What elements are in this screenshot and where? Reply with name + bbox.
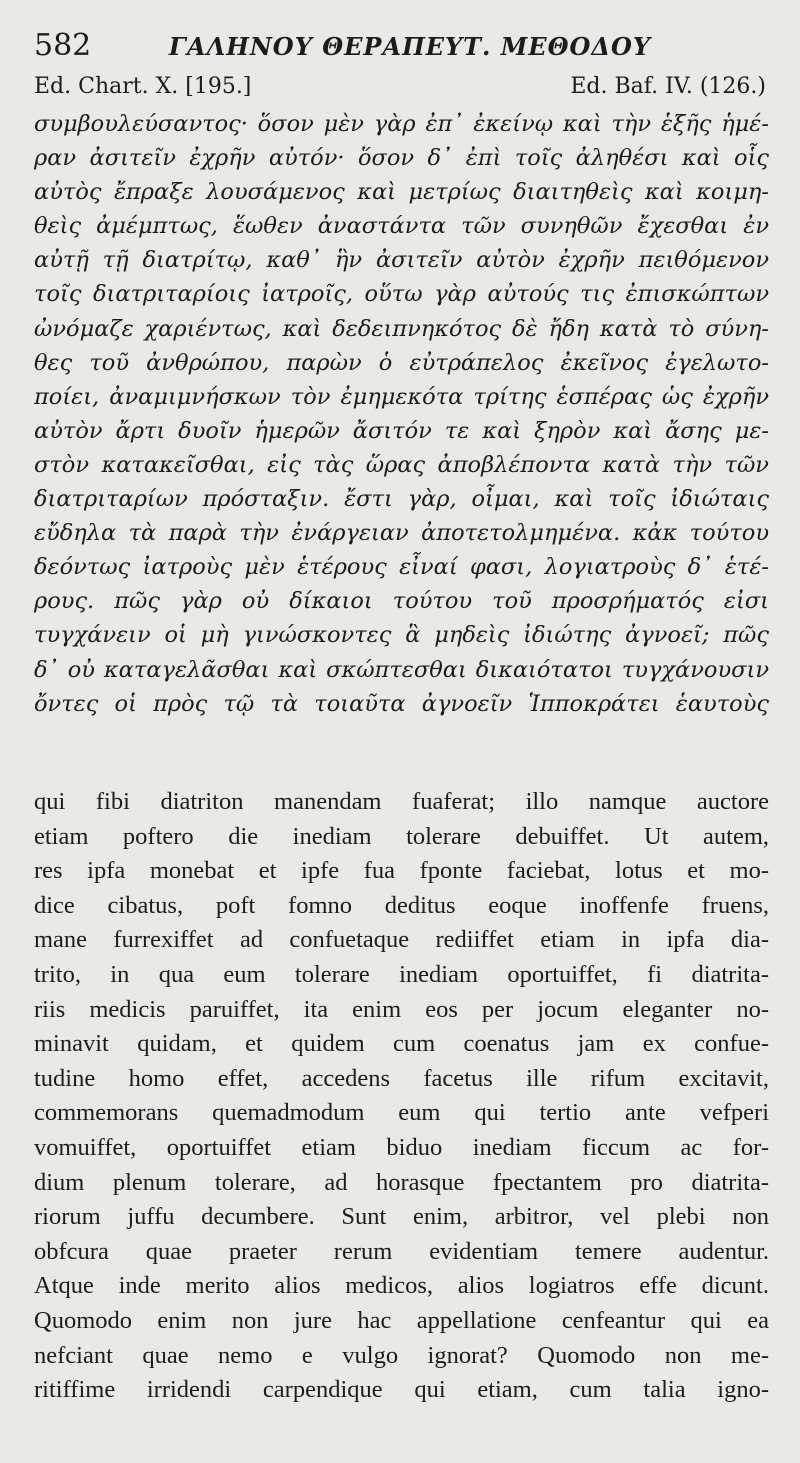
- latin-text-line: Quomodo enim non jure hac appellatione cenfeantur qui ea: [34, 1306, 769, 1334]
- greek-text-line: ρους. πῶς γὰρ οὐ δίκαιοι τούτου τοῦ προσρήματός εἰσι: [34, 588, 769, 615]
- greek-text-line: τυγχάνειν οἱ μὴ γινώσκοντες ἃ μηδεὶς ἰδιώτης ἀγνοεῖ; πῶς: [34, 622, 769, 649]
- greek-text-line: τοῖς διατριταρίοις ἰατροῖς, οὕτω γὰρ αὐτούς τις ἐπισκώπτων: [34, 281, 769, 308]
- latin-text-line: etiam poftero die inediam tolerare debuiffet. Ut autem,: [34, 822, 769, 850]
- greek-text-line: εὔδηλα τὰ παρὰ τὴν ἐνάργειαν ἀποτετολμημένα. κἀκ τούτου: [34, 520, 769, 547]
- page-header: [34, 28, 766, 68]
- greek-text-line: δεόντως ἰατροὺς μὲν ἑτέρους εἶναί φασι, λογιατροὺς δ᾽ ἑτέ-: [34, 554, 769, 581]
- latin-text-line: mane furrexiffet ad confuetaque rediiffet etiam in ipfa dia-: [34, 926, 769, 954]
- edition-references: [34, 74, 766, 106]
- latin-text-line: trito, in qua eum tolerare inediam oportuiffet, fi diatrita-: [34, 960, 769, 988]
- latin-text-line: dium plenum tolerare, ad horasque fpectantem pro diatrita-: [34, 1168, 769, 1196]
- latin-text-line: dice cibatus, poft fomno deditus eoque inoffenfe fruens,: [34, 891, 769, 919]
- greek-text-line: συμβουλεύσαντος· ὅσον μὲν γὰρ ἐπ᾽ ἐκείνῳ καὶ τὴν ἑξῆς ἡμέ-: [34, 111, 769, 137]
- latin-text-line: qui fibi diatriton manendam fuaferat; illo namque auctore: [34, 788, 769, 815]
- latin-text-line: nefciant quae nemo e vulgo ignorat? Quomodo non me-: [34, 1341, 769, 1369]
- greek-text-line: διατριταρίων πρόσταξιν. ἔστι γὰρ, οἶμαι, καὶ τοῖς ἰδιώταις: [34, 486, 769, 513]
- greek-text-line: ποίει, ἀναμιμνήσκων τὸν ἐμημεκότα τρίτης ἑσπέρας ὡς ἐχρῆν: [34, 383, 769, 410]
- greek-text-line: στὸν κατακεῖσθαι, εἰς τὰς ὥρας ἀποβλέποντα κατὰ τὴν τῶν: [34, 451, 769, 478]
- latin-text-line: Atque inde merito alios medicos, alios logiatros effe dicunt.: [34, 1272, 769, 1300]
- edition-ref-left: Ed. Chart. X. [195.]: [34, 74, 252, 99]
- latin-text-line: res ipfa monebat et ipfe fua fponte faciebat, lotus et mo-: [34, 857, 769, 885]
- latin-text-line: riorum juffu decumbere. Sunt enim, arbitror, vel plebi non: [34, 1203, 769, 1231]
- running-title: ΓΑΛΗΝΟΥ ΘΕΡΑΠΕΥΤ. ΜΕΘΟΔΟΥ: [168, 32, 652, 61]
- latin-text-block: [34, 785, 769, 1408]
- edition-ref-right: Ed. Baf. IV. (126.): [570, 74, 766, 99]
- latin-text-line: commemorans quemadmodum eum qui tertio ante vefperi: [34, 1099, 769, 1127]
- latin-text-line: minavit quidam, et quidem cum coenatus jam ex confue-: [34, 1030, 769, 1058]
- page-number: 582: [34, 28, 92, 63]
- greek-text-line: ὠνόμαζε χαριέντως, καὶ δεδειπνηκότος δὲ ἤδη κατὰ τὸ σύνη-: [34, 315, 769, 342]
- greek-text-line: αὐτὸν ἄρτι δυοῖν ἡμερῶν ἄσιτόν τε καὶ ξηρὸν καὶ ἄσης με-: [34, 417, 769, 444]
- greek-text-block: [34, 107, 769, 721]
- greek-text-line: θες τοῦ ἀνθρώπου, παρὼν ὁ εὐτράπελος ἐκεῖνος ἐγελωτο-: [34, 349, 769, 376]
- greek-text-line: αὐτῇ τῇ διατρίτῳ, καθ᾽ ἣν ἀσιτεῖν αὐτὸν ἐχρῆν πειθόμενον: [34, 247, 769, 274]
- latin-text-line: riis medicis paruiffet, ita enim eos per jocum eleganter no-: [34, 995, 769, 1023]
- latin-text-line: vomuiffet, oportuiffet etiam biduo inediam ficcum ac for-: [34, 1133, 769, 1161]
- greek-text-line: θεὶς ἀμέμπτως, ἕωθεν ἀναστάντα τῶν συνηθῶν ἔχεσθαι ἐν: [34, 213, 769, 240]
- greek-text-line: ραν ἀσιτεῖν ἐχρῆν αὐτόν· ὅσον δ᾽ ἐπὶ τοῖς ἀληθέσι καὶ οἷς: [34, 145, 769, 172]
- greek-text-line: αὐτὸς ἔπραξε λουσάμενος καὶ μετρίως διαιτηθεὶς καὶ κοιμη-: [34, 179, 769, 206]
- greek-text-line: δ᾽ οὐ καταγελᾶσθαι καὶ σκώπτεσθαι δικαιότατοι τυγχάνουσιν: [34, 656, 769, 683]
- latin-text-line: tudine homo effet, accedens facetus ille rifum excitavit,: [34, 1064, 769, 1092]
- greek-text-line: ὄντες οἱ πρὸς τῷ τὰ τοιαῦτα ἀγνοεῖν Ἱπποκράτει ἑαυτοὺς: [34, 690, 769, 717]
- latin-text-line: ritiffime irridendi carpendique qui etiam, cum talia igno-: [34, 1376, 769, 1404]
- latin-text-line: obfcura quae praeter rerum evidentiam temere audentur.: [34, 1237, 769, 1265]
